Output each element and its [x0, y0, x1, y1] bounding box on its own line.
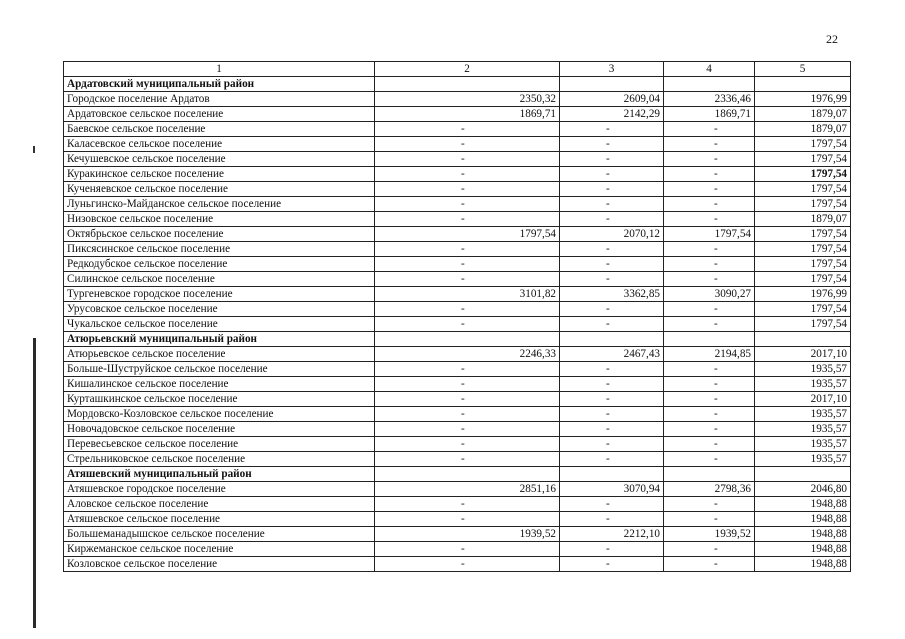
column-header: 3 [560, 62, 664, 77]
value-cell-col2: - [375, 152, 560, 167]
value-cell-col3: - [560, 182, 664, 197]
scan-edge-shadow [33, 338, 36, 628]
value-cell-col5: 1948,88 [755, 497, 851, 512]
value-cell-col5: 1797,54 [755, 227, 851, 242]
empty-cell [375, 77, 560, 92]
value-cell-col3: 2142,29 [560, 107, 664, 122]
settlement-name: Кученяевское сельское поселение [64, 182, 375, 197]
value-cell-col5: 1935,57 [755, 437, 851, 452]
settlement-name: Октябрьское сельское поселение [64, 227, 375, 242]
table-row [64, 107, 851, 122]
settlement-name: Стрельниковское сельское поселение [64, 452, 375, 467]
value-cell-col2: - [375, 407, 560, 422]
value-cell-col4: - [664, 557, 755, 572]
value-cell-col3: - [560, 557, 664, 572]
value-cell-col2: - [375, 182, 560, 197]
district-header-row [64, 332, 851, 347]
settlement-name: Городское поселение Ардатов [64, 92, 375, 107]
value-cell-col5: 1797,54 [755, 317, 851, 332]
value-cell-col4: 2336,46 [664, 92, 755, 107]
value-cell-col4: - [664, 272, 755, 287]
settlement-name: Низовское сельское поселение [64, 212, 375, 227]
value-cell-col3: - [560, 137, 664, 152]
value-cell-col4: - [664, 302, 755, 317]
value-cell-col2: - [375, 137, 560, 152]
empty-cell [560, 332, 664, 347]
value-cell-col3: - [560, 392, 664, 407]
table-row [64, 452, 851, 467]
value-cell-col5: 1948,88 [755, 512, 851, 527]
value-cell-col3: - [560, 122, 664, 137]
value-cell-col4: - [664, 497, 755, 512]
table-row [64, 407, 851, 422]
value-cell-col2: - [375, 257, 560, 272]
value-cell-col5: 1935,57 [755, 377, 851, 392]
value-cell-col4: - [664, 407, 755, 422]
value-cell-col5: 1948,88 [755, 557, 851, 572]
empty-cell [755, 467, 851, 482]
table-row [64, 257, 851, 272]
settlement-name: Мордовско-Козловское сельское поселение [64, 407, 375, 422]
table-row [64, 512, 851, 527]
settlement-name: Кечушевское сельское поселение [64, 152, 375, 167]
value-cell-col4: - [664, 242, 755, 257]
district-name: Ардатовский муниципальный район [64, 77, 375, 92]
value-cell-col3: - [560, 197, 664, 212]
value-cell-col4: 2194,85 [664, 347, 755, 362]
district-header-row [64, 77, 851, 92]
table-row [64, 212, 851, 227]
value-cell-col2: 1869,71 [375, 107, 560, 122]
table-body [64, 62, 851, 572]
settlement-name: Кишалинское сельское поселение [64, 377, 375, 392]
value-cell-col4: - [664, 422, 755, 437]
value-cell-col2: 2246,33 [375, 347, 560, 362]
value-cell-col4: - [664, 167, 755, 182]
table-row [64, 527, 851, 542]
value-cell-col4: 1869,71 [664, 107, 755, 122]
table-row [64, 182, 851, 197]
table-row [64, 542, 851, 557]
empty-cell [755, 77, 851, 92]
settlement-name: Силинское сельское поселение [64, 272, 375, 287]
tariff-table [63, 61, 851, 572]
value-cell-col5: 1879,07 [755, 107, 851, 122]
settlement-name: Чукальское сельское поселение [64, 317, 375, 332]
value-cell-col4: - [664, 317, 755, 332]
settlement-name: Атяшевское городское поселение [64, 482, 375, 497]
settlement-name: Козловское сельское поселение [64, 557, 375, 572]
table-row [64, 557, 851, 572]
value-cell-col5: 2017,10 [755, 347, 851, 362]
value-cell-col2: - [375, 422, 560, 437]
value-cell-col4: 2798,36 [664, 482, 755, 497]
table-row [64, 272, 851, 287]
table-row [64, 437, 851, 452]
value-cell-col4: - [664, 362, 755, 377]
value-cell-col2: 2350,32 [375, 92, 560, 107]
table-row [64, 152, 851, 167]
settlement-name: Луньгинско-Майданское сельское поселение [64, 197, 375, 212]
value-cell-col4: - [664, 212, 755, 227]
value-cell-col3: - [560, 437, 664, 452]
settlement-name: Атюрьевское сельское поселение [64, 347, 375, 362]
value-cell-col2: 3101,82 [375, 287, 560, 302]
table-row [64, 497, 851, 512]
column-header: 2 [375, 62, 560, 77]
value-cell-col5: 1797,54 [755, 197, 851, 212]
table-header-row [64, 62, 851, 77]
value-cell-col2: - [375, 362, 560, 377]
value-cell-col3: - [560, 167, 664, 182]
value-cell-col3: - [560, 512, 664, 527]
value-cell-col2: 1939,52 [375, 527, 560, 542]
value-cell-col2: - [375, 197, 560, 212]
value-cell-col3: - [560, 152, 664, 167]
table-row [64, 122, 851, 137]
value-cell-col3: - [560, 317, 664, 332]
district-name: Атюрьевский муниципальный район [64, 332, 375, 347]
settlement-name: Большеманадышское сельское поселение [64, 527, 375, 542]
value-cell-col3: - [560, 452, 664, 467]
value-cell-col2: - [375, 557, 560, 572]
value-cell-col2: - [375, 212, 560, 227]
table-row [64, 362, 851, 377]
settlement-name: Перевесьевское сельское поселение [64, 437, 375, 452]
value-cell-col4: 1797,54 [664, 227, 755, 242]
settlement-name: Новочадовское сельское поселение [64, 422, 375, 437]
value-cell-col3: - [560, 377, 664, 392]
table-row [64, 92, 851, 107]
table-row [64, 137, 851, 152]
value-cell-col5: 1935,57 [755, 452, 851, 467]
empty-cell [664, 332, 755, 347]
value-cell-col3: - [560, 542, 664, 557]
value-cell-col2: - [375, 317, 560, 332]
value-cell-col4: - [664, 152, 755, 167]
value-cell-col2: - [375, 377, 560, 392]
value-cell-col5: 1976,99 [755, 287, 851, 302]
value-cell-col3: - [560, 257, 664, 272]
value-cell-col4: - [664, 182, 755, 197]
value-cell-col5: 1935,57 [755, 422, 851, 437]
value-cell-col2: - [375, 242, 560, 257]
value-cell-col5: 2017,10 [755, 392, 851, 407]
settlement-name: Редкодубское сельское поселение [64, 257, 375, 272]
column-header: 5 [755, 62, 851, 77]
value-cell-col3: 3362,85 [560, 287, 664, 302]
settlement-name: Тургеневское городское поселение [64, 287, 375, 302]
value-cell-col5: 1797,54 [755, 137, 851, 152]
value-cell-col4: - [664, 377, 755, 392]
table-row [64, 482, 851, 497]
value-cell-col2: - [375, 167, 560, 182]
value-cell-col5: 1879,07 [755, 122, 851, 137]
table-row [64, 287, 851, 302]
value-cell-col4: - [664, 452, 755, 467]
value-cell-col3: - [560, 497, 664, 512]
table-row [64, 392, 851, 407]
empty-cell [664, 467, 755, 482]
settlement-name: Киржеманское сельское поселение [64, 542, 375, 557]
value-cell-col5: 1797,54 [755, 152, 851, 167]
value-cell-col2: - [375, 272, 560, 287]
settlement-name: Урусовское сельское поселение [64, 302, 375, 317]
value-cell-col2: - [375, 437, 560, 452]
table-row [64, 197, 851, 212]
value-cell-col5: 1797,54 [755, 167, 851, 182]
value-cell-col4: - [664, 122, 755, 137]
district-header-row [64, 467, 851, 482]
value-cell-col3: - [560, 212, 664, 227]
value-cell-col3: 2467,43 [560, 347, 664, 362]
column-header: 1 [64, 62, 375, 77]
page-number: 22 [826, 32, 838, 46]
value-cell-col5: 1879,07 [755, 212, 851, 227]
value-cell-col4: 3090,27 [664, 287, 755, 302]
settlement-name: Баевское сельское поселение [64, 122, 375, 137]
settlement-name: Аловское сельское поселение [64, 497, 375, 512]
value-cell-col2: - [375, 302, 560, 317]
settlement-name: Ардатовское сельское поселение [64, 107, 375, 122]
value-cell-col4: - [664, 437, 755, 452]
table-row [64, 167, 851, 182]
value-cell-col5: 1797,54 [755, 302, 851, 317]
value-cell-col3: - [560, 302, 664, 317]
scan-artifact [33, 146, 35, 153]
value-cell-col5: 1797,54 [755, 272, 851, 287]
value-cell-col5: 1935,57 [755, 407, 851, 422]
value-cell-col4: - [664, 512, 755, 527]
value-cell-col5: 1797,54 [755, 242, 851, 257]
value-cell-col3: - [560, 272, 664, 287]
table-row [64, 317, 851, 332]
value-cell-col4: - [664, 197, 755, 212]
value-cell-col4: - [664, 137, 755, 152]
settlement-name: Пиксясинское сельское поселение [64, 242, 375, 257]
settlement-name: Каласевское сельское поселение [64, 137, 375, 152]
settlement-name: Больше-Шуструйское сельское поселение [64, 362, 375, 377]
value-cell-col5: 1976,99 [755, 92, 851, 107]
empty-cell [560, 77, 664, 92]
empty-cell [560, 467, 664, 482]
value-cell-col2: - [375, 497, 560, 512]
column-header: 4 [664, 62, 755, 77]
table-row [64, 347, 851, 362]
empty-cell [375, 467, 560, 482]
value-cell-col2: - [375, 122, 560, 137]
value-cell-col2: - [375, 512, 560, 527]
value-cell-col5: 1935,57 [755, 362, 851, 377]
table-row [64, 227, 851, 242]
value-cell-col4: - [664, 392, 755, 407]
value-cell-col5: 1948,88 [755, 527, 851, 542]
district-name: Атяшевский муниципальный район [64, 467, 375, 482]
table-row [64, 377, 851, 392]
value-cell-col3: - [560, 422, 664, 437]
table-row [64, 422, 851, 437]
value-cell-col3: 2609,04 [560, 92, 664, 107]
value-cell-col5: 2046,80 [755, 482, 851, 497]
value-cell-col3: - [560, 242, 664, 257]
settlement-name: Атяшевское сельское поселение [64, 512, 375, 527]
value-cell-col5: 1948,88 [755, 542, 851, 557]
value-cell-col3: 2070,12 [560, 227, 664, 242]
empty-cell [755, 332, 851, 347]
value-cell-col4: - [664, 542, 755, 557]
settlement-name: Курташкинское сельское поселение [64, 392, 375, 407]
value-cell-col2: - [375, 452, 560, 467]
value-cell-col3: - [560, 362, 664, 377]
value-cell-col4: 1939,52 [664, 527, 755, 542]
value-cell-col2: - [375, 392, 560, 407]
value-cell-col3: - [560, 407, 664, 422]
table-row [64, 242, 851, 257]
table-row [64, 302, 851, 317]
value-cell-col2: 2851,16 [375, 482, 560, 497]
value-cell-col5: 1797,54 [755, 257, 851, 272]
empty-cell [375, 332, 560, 347]
value-cell-col5: 1797,54 [755, 182, 851, 197]
value-cell-col2: - [375, 542, 560, 557]
value-cell-col3: 2212,10 [560, 527, 664, 542]
value-cell-col3: 3070,94 [560, 482, 664, 497]
value-cell-col4: - [664, 257, 755, 272]
value-cell-col2: 1797,54 [375, 227, 560, 242]
settlement-name: Куракинское сельское поселение [64, 167, 375, 182]
empty-cell [664, 77, 755, 92]
